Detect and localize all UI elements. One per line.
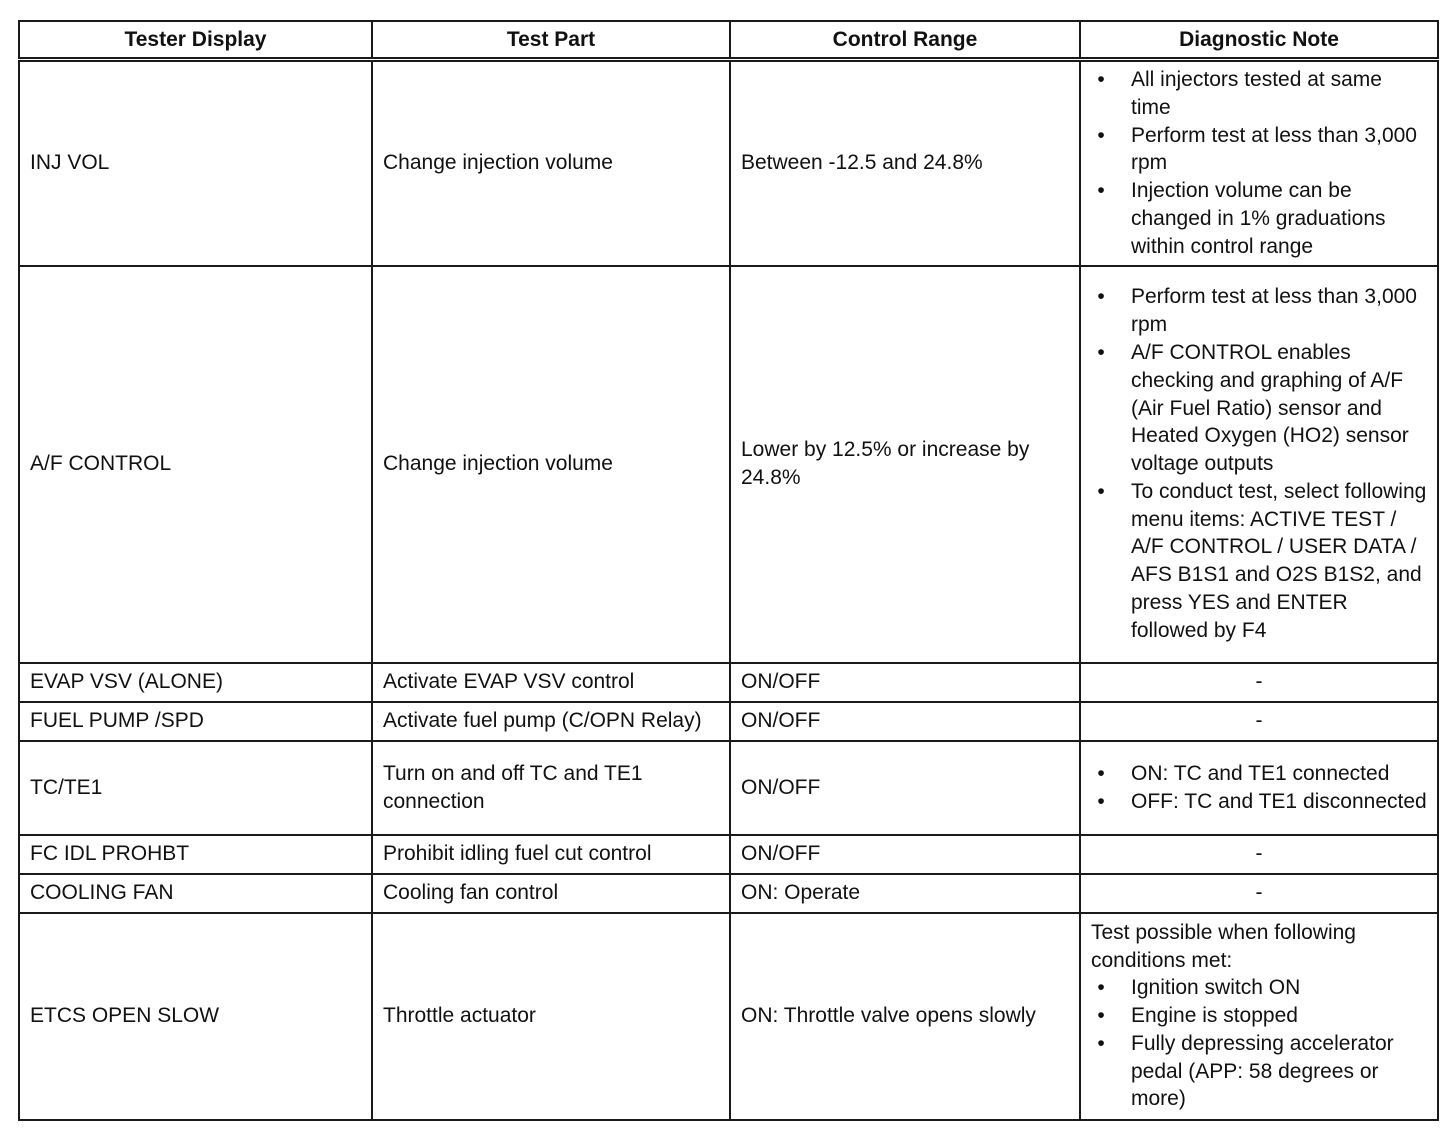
note-list-item [1091, 760, 1427, 788]
header-test-part: Test Part [372, 21, 730, 60]
note-text: Perform test at less than 3,000 rpm [1131, 123, 1417, 175]
cell-tester-display: FC IDL PROHBT [19, 835, 372, 874]
cell-control-range: ON/OFF [730, 741, 1080, 835]
note-lead-text: Test possible when following conditions met: [1091, 920, 1356, 972]
table-row [19, 702, 1438, 741]
note-list [1091, 760, 1427, 816]
header-tester-display: Tester Display [19, 21, 372, 60]
cell-test-part: Cooling fan control [372, 874, 730, 913]
note-list-item [1091, 974, 1427, 1002]
cell-diagnostic-note [1080, 913, 1438, 1120]
cell-control-range: ON/OFF [730, 835, 1080, 874]
note-list-item [1091, 1002, 1427, 1030]
note-text: ON: TC and TE1 connected [1131, 761, 1390, 785]
bullet-icon: • [1097, 1004, 1105, 1028]
note-text: OFF: TC and TE1 disconnected [1131, 789, 1427, 813]
cell-control-range: Lower by 12.5% or increase by 24.8% [730, 266, 1080, 663]
note-list-item [1091, 66, 1427, 122]
table-row [19, 835, 1438, 874]
cell-test-part: Change injection volume [372, 266, 730, 663]
bullet-icon: • [1097, 761, 1105, 785]
cell-test-part: Change injection volume [372, 60, 730, 266]
bullet-icon: • [1097, 976, 1105, 1000]
bullet-icon: • [1097, 479, 1105, 503]
table-body [19, 60, 1438, 1120]
bullet-icon: • [1097, 179, 1105, 203]
note-list-item [1091, 122, 1427, 178]
cell-diagnostic-note: - [1080, 702, 1438, 741]
cell-tester-display: EVAP VSV (ALONE) [19, 663, 372, 702]
cell-control-range: Between -12.5 and 24.8% [730, 60, 1080, 266]
note-text: Perform test at less than 3,000 rpm [1131, 285, 1417, 337]
table-row [19, 663, 1438, 702]
cell-control-range: ON/OFF [730, 702, 1080, 741]
note-list-item [1091, 177, 1427, 260]
note-text: A/F CONTROL enables checking and graphing of A/F (Air Fuel Ratio) sensor and Heated Oxygen (HO2) sensor voltage outputs [1131, 340, 1409, 476]
cell-control-range: ON: Operate [730, 874, 1080, 913]
table-row [19, 741, 1438, 835]
bullet-icon: • [1097, 789, 1105, 813]
note-text: Ignition switch ON [1131, 976, 1301, 1000]
cell-tester-display: TC/TE1 [19, 741, 372, 835]
cell-test-part: Activate fuel pump (C/OPN Relay) [372, 702, 730, 741]
cell-diagnostic-note [1080, 741, 1438, 835]
table-row [19, 913, 1438, 1120]
cell-tester-display: FUEL PUMP /SPD [19, 702, 372, 741]
cell-control-range: ON/OFF [730, 663, 1080, 702]
header-diagnostic-note: Diagnostic Note [1080, 21, 1438, 60]
note-text: Fully depressing accelerator pedal (APP: 58 degrees or more) [1131, 1031, 1394, 1111]
table-row [19, 874, 1438, 913]
note-text: Injection volume can be changed in 1% graduations within control range [1131, 179, 1386, 258]
note-list-item [1091, 1030, 1427, 1113]
cell-diagnostic-note [1080, 60, 1438, 266]
note-text: All injectors tested at same time [1131, 67, 1382, 119]
table-row [19, 266, 1438, 663]
cell-control-range: ON: Throttle valve opens slowly [730, 913, 1080, 1120]
cell-test-part: Activate EVAP VSV control [372, 663, 730, 702]
bullet-icon: • [1097, 340, 1105, 364]
note-list-item [1091, 788, 1427, 816]
cell-test-part: Turn on and off TC and TE1 connection [372, 741, 730, 835]
cell-tester-display: COOLING FAN [19, 874, 372, 913]
note-list [1091, 974, 1427, 1113]
note-text: To conduct test, select following menu items: ACTIVE TEST / A/F CONTROL / USER DATA / AFS B1S1 and O2S B1S2, and press YES and ENTER followed by F4 [1131, 479, 1427, 642]
cell-tester-display: INJ VOL [19, 60, 372, 266]
bullet-icon: • [1097, 67, 1105, 91]
note-list [1091, 283, 1427, 644]
cell-diagnostic-note: - [1080, 835, 1438, 874]
table-row [19, 60, 1438, 266]
note-list [1091, 66, 1427, 261]
cell-diagnostic-note: - [1080, 663, 1438, 702]
cell-diagnostic-note: - [1080, 874, 1438, 913]
cell-diagnostic-note [1080, 266, 1438, 663]
note-text: Engine is stopped [1131, 1004, 1298, 1028]
header-control-range: Control Range [730, 21, 1080, 60]
cell-tester-display: A/F CONTROL [19, 266, 372, 663]
cell-tester-display: ETCS OPEN SLOW [19, 913, 372, 1120]
active-test-table [18, 20, 1439, 1121]
cell-test-part: Throttle actuator [372, 913, 730, 1120]
note-list-item [1091, 339, 1427, 478]
note-list-item [1091, 478, 1427, 645]
diagnostic-table-container [18, 20, 1437, 1121]
cell-test-part: Prohibit idling fuel cut control [372, 835, 730, 874]
table-header-row [19, 21, 1438, 60]
bullet-icon: • [1097, 285, 1105, 309]
note-list-item [1091, 283, 1427, 339]
bullet-icon: • [1097, 123, 1105, 147]
bullet-icon: • [1097, 1031, 1105, 1055]
